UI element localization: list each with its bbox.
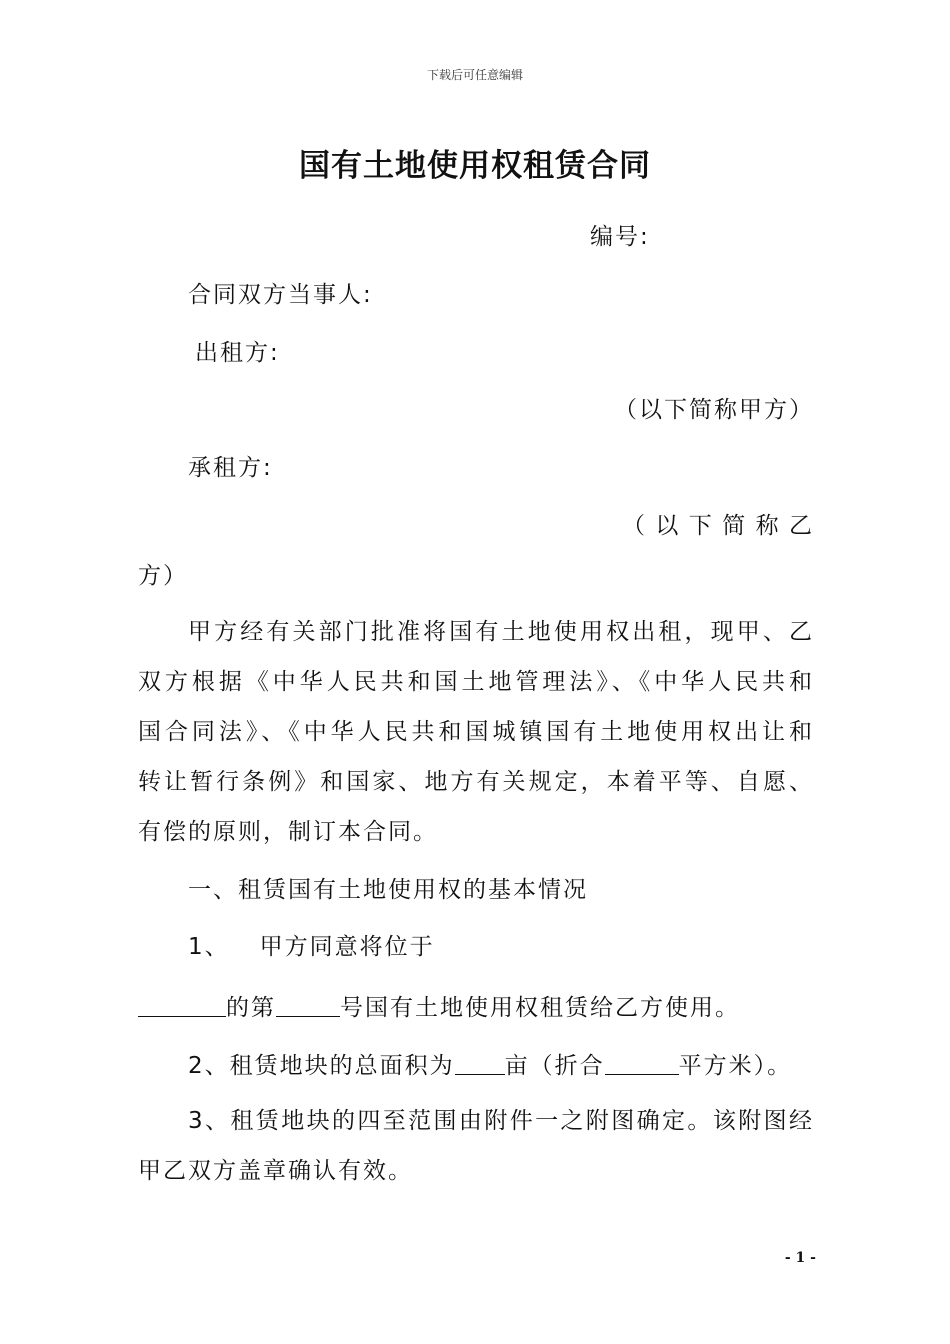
location-blank bbox=[138, 994, 226, 1017]
clause-2 bbox=[188, 1052, 864, 1078]
lessor-label: 出租方: bbox=[195, 340, 280, 366]
lessee-alias-line2: 方） bbox=[138, 563, 188, 589]
clause-1-text-c: 号国有土地使用权租赁给乙方使用。 bbox=[340, 995, 740, 1021]
header-note: 下载后可任意编辑 bbox=[426, 68, 523, 82]
clause-1-text-a: 甲方同意将位于 bbox=[259, 934, 435, 960]
contract-number-label: 编号: bbox=[590, 224, 650, 250]
clause-2-text-c: 平方米）。 bbox=[678, 1053, 793, 1079]
clause-2-text-b: 亩（折合 bbox=[504, 1053, 605, 1079]
intro-line-2: 双方根据《中华人民共和国土地管理法》、《中华人民共和 bbox=[138, 669, 814, 695]
document-title: 国有土地使用权租赁合同 bbox=[299, 148, 651, 184]
clause-1-line-1 bbox=[188, 936, 864, 959]
clause-1-number: 1、 bbox=[188, 934, 230, 960]
clause-1-text-b: 的第 bbox=[226, 995, 276, 1021]
area-sqm-blank bbox=[605, 1052, 679, 1075]
parties-label: 合同双方当事人: bbox=[188, 282, 373, 308]
parcel-number-blank bbox=[276, 994, 340, 1017]
area-mu-blank bbox=[455, 1052, 505, 1075]
section-1-heading: 一、租赁国有土地使用权的基本情况 bbox=[188, 877, 588, 903]
clause-3-line-1: 3、租赁地块的四至范围由附件一之附图确定。该附图经 bbox=[188, 1108, 814, 1134]
clause-3-line-2: 甲乙双方盖章确认有效。 bbox=[138, 1158, 413, 1184]
intro-line-1: 甲方经有关部门批准将国有土地使用权出租，现甲、乙 bbox=[188, 619, 814, 645]
clause-2-text-a: 2、租赁地块的总面积为 bbox=[188, 1053, 455, 1079]
intro-line-5: 有偿的原则，制订本合同。 bbox=[138, 819, 438, 845]
lessor-alias: （以下简称甲方） bbox=[614, 397, 814, 423]
lessee-alias-line1: （以下简称乙 bbox=[622, 513, 814, 539]
intro-line-4: 转让暂行条例》和国家、地方有关规定，本着平等、自愿、 bbox=[138, 769, 814, 795]
lessee-label: 承租方: bbox=[188, 455, 273, 481]
intro-line-3: 国合同法》、《中华人民共和国城镇国有土地使用权出让和 bbox=[138, 719, 814, 745]
clause-1-line-2 bbox=[138, 994, 814, 1020]
page-number: - 1 - bbox=[784, 1250, 816, 1266]
